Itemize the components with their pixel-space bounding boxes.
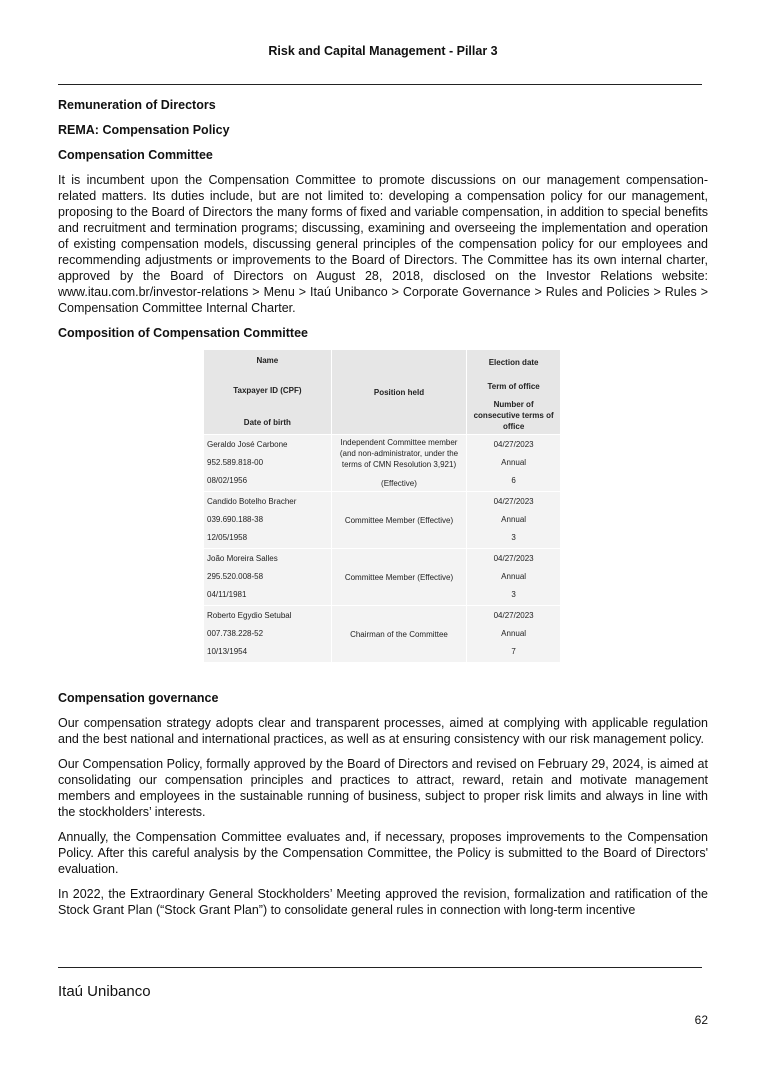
header-col-position xyxy=(331,350,467,435)
position-line: Chairman of the Committee xyxy=(350,629,448,639)
page-content xyxy=(58,97,708,927)
member-name: Roberto Egydio Setubal xyxy=(207,611,292,620)
member-name: Geraldo José Carbone xyxy=(207,440,288,449)
position-line: Committee Member (Effective) xyxy=(344,515,454,525)
remuneration-heading: Remuneration of Directors xyxy=(58,98,216,112)
table-row xyxy=(204,606,560,663)
header-col-name xyxy=(204,350,331,435)
election-date: 04/27/2023 xyxy=(493,440,534,449)
committee-paragraph: It is incumbent upon the Compensation Committee to promote discussions on our management compensation-related matters. Its duties include, but are not limited to: developing a compensation policy for our management, proposing to the Board of Directors the many forms of fixed and variable compensation, in addition to special benefits and recruitment and termination programs; discussing, examining and overseeing the implementation and operation of existing compensation models, discussing general principles of the compensation policy for our employees and recommending adjustments or improvements to the Board of Directors. The Committee has its own internal charter, approved by the Board of Directors on August 28, 2018, disclosed on the Investor Relations website: www.itau.com.br/investor-relations > Menu > Itaú Unibanco > Corporate Governance > Rules and Policies > Rules > Compensation Committee Internal Charter. xyxy=(58,173,708,315)
header-term: Term of office xyxy=(487,381,540,391)
position-line: (Effective) xyxy=(381,479,417,488)
governance-heading: Compensation governance xyxy=(58,691,219,705)
consecutive-terms: 3 xyxy=(511,590,516,599)
term-of-office: Annual xyxy=(501,458,527,467)
member-name: Candido Botelho Bracher xyxy=(207,497,297,506)
table-row xyxy=(204,549,560,606)
table-row xyxy=(204,492,560,549)
header-col-term xyxy=(467,350,560,435)
member-cpf: 039.690.188-38 xyxy=(207,515,264,524)
member-dob: 10/13/1954 xyxy=(207,647,248,656)
header-cpf: Taxpayer ID (CPF) xyxy=(233,386,302,395)
member-name: João Moreira Salles xyxy=(207,554,278,563)
position-line: terms of CMN Resolution 3,921) xyxy=(341,460,457,469)
consecutive-terms: 7 xyxy=(511,647,516,656)
term-of-office: Annual xyxy=(501,572,527,581)
term-of-office: Annual xyxy=(501,515,527,524)
consecutive-terms: 6 xyxy=(511,476,516,485)
header-position: Position held xyxy=(373,387,425,397)
governance-paragraph-4: In 2022, the Extraordinary General Stockholders’ Meeting approved the revision, formalization and ratification of the Stock Grant Plan (“Stock Grant Plan”) to consolidate general rules in connection with long-term incentive xyxy=(58,887,708,917)
election-date: 04/27/2023 xyxy=(493,497,534,506)
governance-paragraph-2: Our Compensation Policy, formally approved by the Board of Directors and revised on February 29, 2024, is aimed at consolidating our compensation principles and practices to attract, reward, retain and motivate management members and employees in the sustainable running of business, subject to proper risk limits and always in line with the stockholders’ interests. xyxy=(58,757,708,819)
consecutive-terms: 3 xyxy=(511,533,516,542)
rema-heading: REMA: Compensation Policy xyxy=(58,123,230,137)
member-dob: 12/05/1958 xyxy=(207,533,248,542)
header-terms-count: Number of consecutive terms of office xyxy=(473,399,554,431)
position-line: Independent Committee member xyxy=(340,438,458,447)
member-dob: 04/11/1981 xyxy=(207,590,247,599)
member-dob: 08/02/1956 xyxy=(207,476,248,485)
governance-paragraph-1: Our compensation strategy adopts clear and transparent processes, aimed at complying with applicable regulation and the best national and international practices, as well as at ensuring consistency with our risk management policy. xyxy=(58,716,708,746)
member-cpf: 295.520.008-58 xyxy=(207,572,264,581)
footer-company: Itaú Unibanco xyxy=(58,983,151,1000)
page-header-title: Risk and Capital Management - Pillar 3 xyxy=(268,44,498,58)
header-rule xyxy=(58,84,702,85)
member-cpf: 007.738.228-52 xyxy=(207,629,264,638)
footer-rule xyxy=(58,967,702,968)
header-election: Election date xyxy=(488,357,539,367)
page-number: 62 xyxy=(694,1013,708,1027)
committee-heading: Compensation Committee xyxy=(58,148,213,162)
header-dob: Date of birth xyxy=(243,418,291,427)
term-of-office: Annual xyxy=(501,629,527,638)
election-date: 04/27/2023 xyxy=(493,611,534,620)
governance-paragraph-3: Annually, the Compensation Committee evaluates and, if necessary, proposes improvements to the Compensation Policy. After this careful analysis by the Compensation Committee, the Policy is submitted to the Board of Directors' evaluation. xyxy=(58,830,708,876)
header-name: Name xyxy=(256,356,279,365)
election-date: 04/27/2023 xyxy=(493,554,534,563)
composition-table xyxy=(204,350,560,662)
composition-table-wrap xyxy=(204,350,560,662)
position-line: (and non-administrator, under the xyxy=(339,449,459,458)
table-row xyxy=(204,435,560,492)
composition-heading: Composition of Compensation Committee xyxy=(58,326,308,340)
position-line: Committee Member (Effective) xyxy=(344,572,454,582)
member-cpf: 952.589.818-00 xyxy=(207,458,264,467)
